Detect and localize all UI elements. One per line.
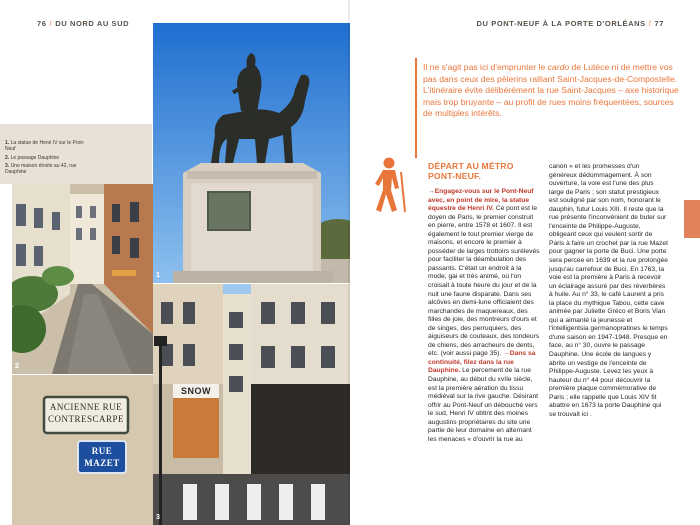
right-page-number: 77 <box>654 19 664 28</box>
text-column-2: canon » et les promesses d'un généreux dédommagement. À son ouverture, la voie est l'une des plus large de Paris ; son statut prestigieux est souligné par son nom, honorant le dauphin, futur Louis XIII. Il reste que la rue présente l'inconvénient de buter sur l'enceinte de Philippe-Auguste, obligeant ceux qui veulent sortir de Paris à faire un crochet par la rue Mazet pour gagner la porte de Buci. Une porte sera percée en 1639 et la rue prolongée jusqu'au carrefour de Buci. En 1763, la voie est la première à Paris à recevoir un éclairage assuré par des réverbères à huile. Au n° 33, le café Laurent a pris la place du mythique Tabou, cette cave animée par Juliette Gréco et Boris Vian qui a aimanté la jeunesse et l'intelligentsia germanopratines le temps d'une saison en 1947-1948. Presque en face, au n° 30, ouvre le passage Dauphine. Une école de langues y abrite un vestige de l'enceinte de Philippe-Auguste. Levez les yeux à hauteur du n° 44 pour découvrir la première plaque commémorative de Paris ; elle rappelle que Louis XIV fit abattre en 1673 la porte Dauphine qui se trouvait ici . <box>549 163 668 418</box>
photo-passage-dauphine <box>12 184 153 374</box>
shop-sign-snow: SNOW <box>181 386 211 396</box>
right-running-head: DU PONT-NEUF À LA PORTE D'ORLÉANS / 77 <box>476 19 664 28</box>
text-column-1: →Engagez-vous sur le Pont-Neuf avec, en point de mire, la statue équestre de Henri IV. Ce pont est le doyen de Paris, le premier construit en pierre, entre 1578 et 1607. Il est également le tout premier vierge de maisons, et encore le premier à posséder de larges trottoirs surélevés pour faciliter la déambulation des passants. C'était un endroit à la mode, gai et très animé, où l'on croisait à toute heure du jour et de la nuit une faune disparate. Dans ses alcôves en demi-lune officiaient des marchandes de maquereaux, des filles de joie, des montreurs d'ours et de singes, des perruquiers, des aiguiseurs de couteaux, des tondeurs de chiens, des arracheurs de dents, etc. (voir aussi page 35). →Dans sa continuité, filez dans la rue Dauphine. Le percement de la rue Dauphine, au début du xvIIe siècle, est la première aération du tissu médiéval sur la rive gauche. Désirant offrir au Pont-Neuf un débouché vers le sud, Henri IV obtint des moines augustins propriétaires du site une partie de leur domaine en alternant les menaces « d'ouvrir la rue au <box>428 188 540 443</box>
left-running-title: DU NORD AU SUD <box>55 19 130 28</box>
direction-rue-dauphine: →Dans sa continuité, filez dans la rue Dauphine. <box>428 350 536 375</box>
photo-captions <box>5 140 85 177</box>
photo-rue-dauphine-house <box>153 284 350 525</box>
section-edge-tab <box>684 200 700 238</box>
photo-street-signs <box>12 375 153 525</box>
caption-1: 1. La statue de Henri IV sur le Pont-Neuf <box>5 140 85 153</box>
caption-2: 2. Le passage Dauphine <box>5 154 60 161</box>
caption-3: 3. Une maison étroite au 42, rue Dauphine <box>5 162 77 176</box>
sign-rue-mazet: RUE MAZET <box>84 446 120 468</box>
direction-pont-neuf: →Engagez-vous sur le Pont-Neuf avec, en point de mire, la statue équestre de Henri IV. <box>428 188 534 213</box>
left-running-head: 76 / DU NORD AU SUD <box>37 19 130 28</box>
intro-paragraph: Il ne s'agit pas ici d'emprunter le cardo de Lutèce ni de mettre vos pas dans ceux des pèlerins ralliant Saint-Jacques-de-Compostelle. L'itinéraire évite délibérément la rue Saint-Jacques – axe historique mais trop bruyante – au profit de rues moins fréquentées, sources de multiples intérêts. <box>423 62 679 118</box>
photo-henri-iv-statue <box>153 23 350 283</box>
intro-accent-rule <box>415 58 417 158</box>
left-page-number: 76 <box>37 19 47 28</box>
sign-ancienne-rue-contrescarpe: ANCIENNE RUE CONTRESCARPE <box>47 402 124 424</box>
photo-number-2: 2 <box>15 363 19 370</box>
photo-number-3: 3 <box>156 514 160 521</box>
walker-icon <box>369 156 407 219</box>
departure-heading: DÉPART AU MÉTRO PONT-NEUF. <box>428 161 514 181</box>
photo-number-1: 1 <box>156 272 160 279</box>
right-page <box>350 0 700 525</box>
right-running-title: DU PONT-NEUF À LA PORTE D'ORLÉANS <box>476 19 646 28</box>
